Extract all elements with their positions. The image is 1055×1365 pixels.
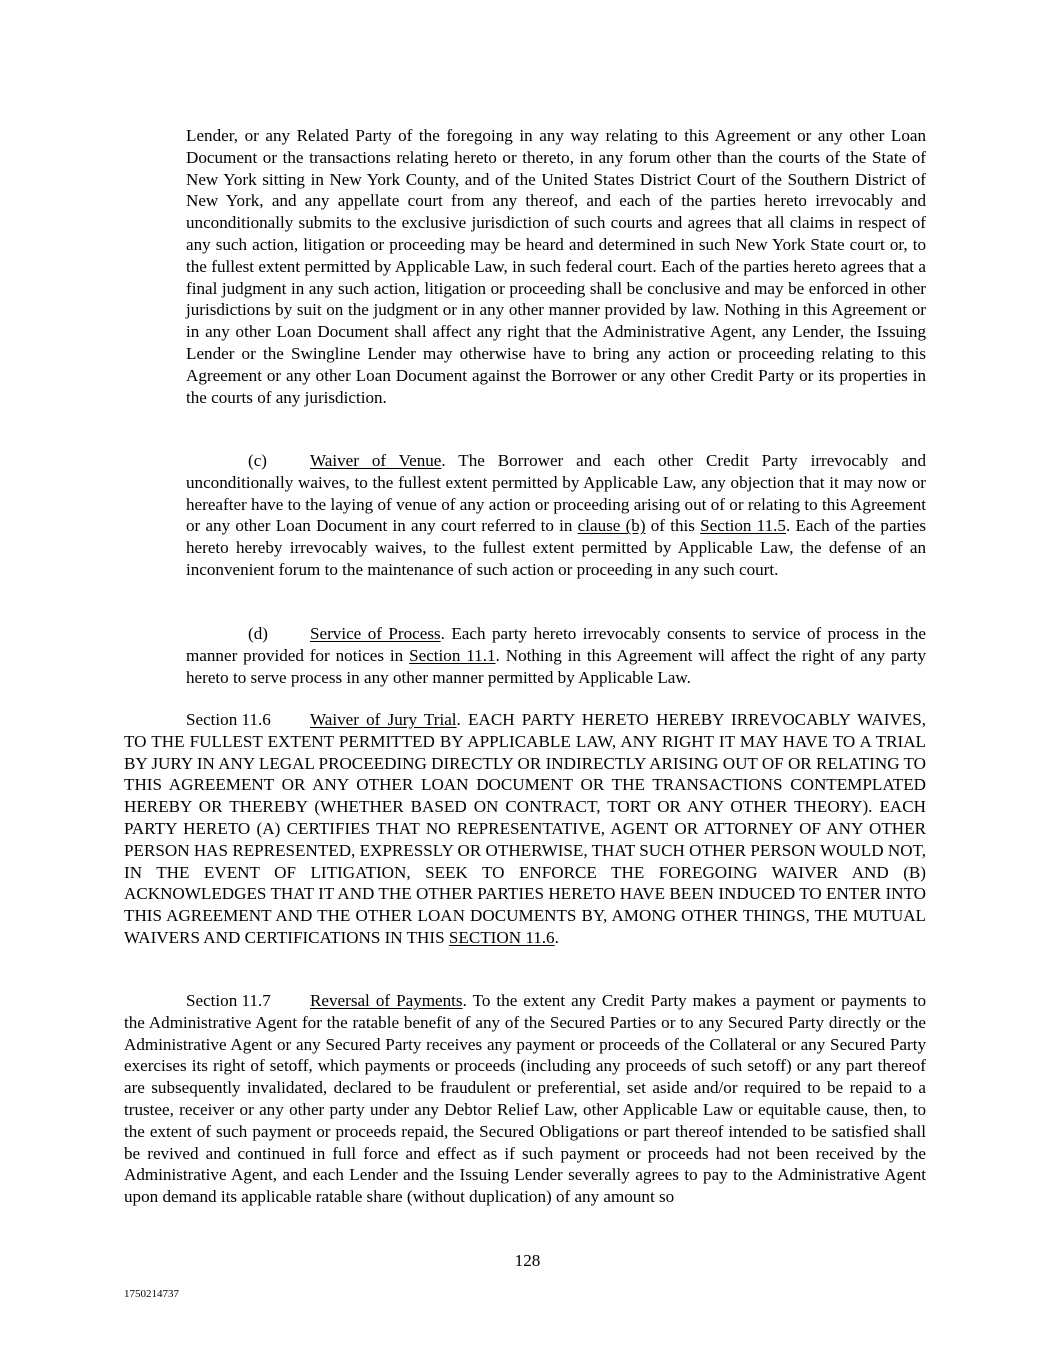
page-number: 128	[514, 1251, 541, 1270]
cross-reference-link: Section 11.1	[409, 645, 496, 665]
clause-label: (c)	[248, 451, 267, 470]
cross-reference-link: clause (b)	[577, 516, 646, 536]
section-label: Section 11.7	[186, 991, 271, 1010]
section-title: Reversal of Payments	[310, 991, 463, 1010]
section-11-6-waiver-of-jury-trial	[124, 709, 926, 949]
paragraph-text: Lender, or any Related Party of the foregoing in any way relating to this Agreement or any other Loan Document or the transactions relating hereto or thereto, in any forum other than the courts of the State of New York sitting in New York County, and of the United States District Court of the Southern District of New York, and any appellate court from any thereof, and each of the parties hereto irrevocably and unconditionally submits to the exclusive jurisdiction of such courts and agrees that all claims in respect of any such action, litigation or proceeding may be heard and determined in such New York State court or, to the fullest extent permitted by Applicable Law, in such federal court. Each of the parties hereto agrees that a final judgment in any such action, litigation or proceeding shall be conclusive and may be enforced in other jurisdictions by suit on the judgment or in any other manner provided by law. Nothing in this Agreement or in any other Loan Document shall affect any right that the Administrative Agent, any Lender, the Issuing Lender or the Swingline Lender may otherwise have to bring any action or proceeding relating to this Agreement or any other Loan Document against the Borrower or any other Credit Party or its properties in the courts of any jurisdiction.	[186, 126, 926, 407]
cross-reference-link: SECTION 11.6	[448, 927, 555, 947]
section-11-7-reversal-of-payments	[124, 990, 926, 1208]
clause-title: Service of Process	[310, 624, 441, 643]
document-id: 1750214737	[124, 1288, 179, 1300]
section-label: Section 11.6	[186, 710, 271, 729]
clause-text: of this	[645, 516, 701, 536]
clause-text: . Nothing in this Agreement will affect the right of any party hereto to serve process in any other manner permitted by Applicable Law.	[186, 645, 927, 687]
paragraph-waiver-of-venue	[186, 450, 926, 581]
clause-label: (d)	[248, 624, 268, 643]
clause-text: . Each party hereto irrevocably consents to service of process in the manner provided for notices in	[186, 624, 926, 665]
section-text: . EACH PARTY HERETO HEREBY IRREVOCABLY WAIVES, TO THE FULLEST EXTENT PERMITTED BY APPLICABLE LAW, ANY RIGHT IT MAY HAVE TO A TRIAL BY JURY IN ANY LEGAL PROCEEDING DIRECTLY OR INDIRECTLY ARISING OUT OF OR RELATING TO THIS AGREEMENT OR ANY OTHER LOAN DOCUMENT OR THE TRANSACTIONS CONTEMPLATED HEREBY OR THEREBY (WHETHER BASED ON CONTRACT, TORT OR ANY OTHER THEORY). EACH PARTY HERETO (A) CERTIFIES THAT NO REPRESENTATIVE, AGENT OR ATTORNEY OF ANY OTHER PERSON HAS REPRESENTED, EXPRESSLY OR OTHERWISE, THAT SUCH OTHER PERSON WOULD NOT, IN THE EVENT OF LITIGATION, SEEK TO ENFORCE THE FOREGOING WAIVER AND (B) ACKNOWLEDGES THAT IT AND THE OTHER PARTIES HERETO HAVE BEEN INDUCED TO ENTER INTO THIS AGREEMENT AND THE OTHER LOAN DOCUMENTS BY, AMONG OTHER THINGS, THE MUTUAL WAIVERS AND CERTIFICATIONS IN THIS	[124, 710, 926, 947]
clause-title: Waiver of Venue	[310, 451, 442, 470]
paragraph-service-of-process	[186, 623, 926, 688]
clause-text: . The Borrower and each other Credit Party irrevocably and unconditionally waives, to the fullest extent permitted by Applicable Law, any objection that it may now or hereafter have to the laying of venue of any action or proceeding arising out of or relating to this Agreement or any other Loan Document in any court referred to in	[186, 451, 927, 536]
clause-text: . Each of the parties hereto hereby irrevocably waives, to the fullest extent permitted by Applicable Law, the defense of an inconvenient forum to the maintenance of such action or proceeding in any such court.	[186, 516, 926, 579]
paragraph-jurisdiction-continued	[186, 125, 926, 408]
section-text: .	[554, 927, 559, 947]
section-title: Waiver of Jury Trial	[310, 710, 457, 729]
cross-reference-link: Section 11.5	[700, 516, 786, 536]
section-text: . To the extent any Credit Party makes a payment or payments to the Administrative Agent for the ratable benefit of any of the Secured Parties or to any Secured Party directly or the Administrative Agent or any Secured Party receives any payment or proceeds of the Collateral or any Secured Party exercises its right of setoff, which payments or proceeds (including any proceeds of such setoff) or any part thereof are subsequently invalidated, declared to be fraudulent or preferential, set aside and/or required to be repaid to a trustee, receiver or any other party under any Debtor Relief Law, other Applicable Law or equitable cause, then, to the extent of such payment or proceeds repaid, the Secured Obligations or part thereof intended to be satisfied shall be revived and continued in full force and effect as if such payment or proceeds had not been received by the Administrative Agent, and each Lender and the Issuing Lender severally agrees to pay to the Administrative Agent upon demand its applicable ratable share (without duplication) of any amount so	[124, 991, 927, 1207]
